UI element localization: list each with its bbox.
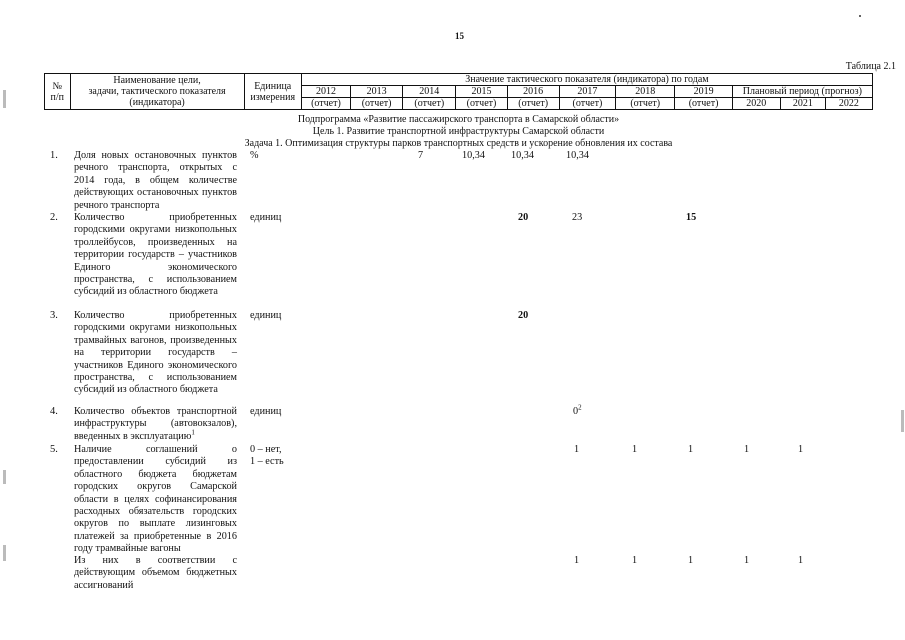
value-2016: 20 — [518, 212, 529, 223]
header-year: 2012 — [301, 86, 350, 98]
header-plan-year: 2020 — [732, 98, 780, 110]
value-2018: 1 — [632, 555, 638, 566]
footnote-mark: 2 — [578, 403, 582, 412]
value-2017: $0^2$ — [573, 403, 582, 417]
row-unit: % — [250, 150, 259, 161]
value-2017: 10,34 — [566, 150, 589, 161]
header-report: (отчет) — [456, 98, 507, 110]
header-values-title: Значение тактического показателя (индикатора) по годам — [301, 74, 872, 86]
scan-margin-mark — [901, 410, 904, 432]
header-report: (отчет) — [351, 98, 403, 110]
value-2019: 15 — [686, 212, 697, 223]
scan-margin-mark — [3, 545, 6, 561]
row-indicator-name: Наличие соглашений о предоставлении субсидий из областного бюджета бюджетам городских округов Самарской области в целях софинансирования расходных обязательств городских округов по выплате лизинговых платежей за приобретенные в 2016 году трамвайные вагоны — [74, 444, 237, 555]
row-unit: 0 – нет, 1 – есть — [250, 444, 284, 467]
header-unit: Единица измерения — [244, 74, 301, 110]
scan-margin-mark — [3, 470, 6, 484]
task-title: Задача 1. Оптимизация структуры парков транспортных средств и ускорение обновления их состава — [244, 138, 673, 149]
row-indicator-name: Количество объектов транспортной инфраструктуры (автовокзалов), введенных в эксплуатацию$^1$ — [74, 406, 237, 442]
header-report: (отчет) — [675, 98, 732, 110]
value-2014: 7 — [418, 150, 424, 161]
value-2017: 23 — [572, 212, 583, 223]
value-2016: 20 — [518, 310, 529, 321]
header-report: (отчет) — [616, 98, 675, 110]
header-plan-year: 2021 — [780, 98, 825, 110]
header-year: 2014 — [403, 86, 456, 98]
value-2018: 1 — [632, 444, 638, 455]
value-2021: 1 — [798, 444, 804, 455]
header-year: 2016 — [507, 86, 559, 98]
row-number: 1. — [50, 150, 58, 161]
value-2016: 10,34 — [511, 150, 534, 161]
scan-speck — [859, 15, 861, 17]
header-year: 2017 — [559, 86, 615, 98]
row-number: 2. — [50, 212, 58, 223]
header-report: (отчет) — [559, 98, 615, 110]
row-number: 5. — [50, 444, 58, 455]
header-report: (отчет) — [403, 98, 456, 110]
value-2019: 1 — [688, 555, 694, 566]
goal-title: Цель 1. Развитие транспортной инфраструктуры Самарской области — [312, 126, 605, 137]
row-unit: единиц — [250, 212, 282, 223]
page-number: 15 — [455, 31, 464, 41]
table-header — [44, 73, 873, 110]
value-2017: 1 — [574, 555, 580, 566]
footnote-mark: 1 — [191, 428, 195, 437]
row-number: 3. — [50, 310, 58, 321]
row-indicator-name: Из них в соответствии с действующим объемом бюджетных ассигнований — [74, 555, 237, 591]
header-plan-title: Плановый период (прогноз) — [732, 86, 872, 98]
value-2020: 1 — [744, 444, 750, 455]
row-indicator-name: Доля новых остановочных пунктов речного транспорта, открытых с 2014 года, в общем количестве действующих остановочных пунктов речного транспорта — [74, 150, 237, 211]
value-2017: 1 — [574, 444, 580, 455]
row-number: 4. — [50, 406, 58, 417]
value-2020: 1 — [744, 555, 750, 566]
value-2019: 1 — [688, 444, 694, 455]
row-indicator-name: Количество приобретенных городскими округами низкопольных троллейбусов, произведенных на территории государств – участников Единого экономического пространства, с использованием субсидий из областного бюджета — [74, 212, 237, 298]
value-2015: 10,34 — [462, 150, 485, 161]
header-year: 2018 — [616, 86, 675, 98]
table-label: Таблица 2.1 — [845, 61, 896, 72]
row-unit: единиц — [250, 406, 282, 417]
header-report: (отчет) — [301, 98, 350, 110]
header-num: № п/п — [45, 74, 71, 110]
subprogram-title: Подпрограмма «Развитие пассажирского транспорта в Самарской области» — [297, 114, 620, 125]
header-year: 2019 — [675, 86, 732, 98]
header-year: 2015 — [456, 86, 507, 98]
row-indicator-name: Количество приобретенных городскими округами низкопольных трамвайных вагонов, произведенных на территории государств – участников Единого экономического пространства, с использованием субсидий из областного бюджета — [74, 310, 237, 396]
header-report: (отчет) — [507, 98, 559, 110]
row-unit: единиц — [250, 310, 282, 321]
scan-margin-mark — [3, 90, 6, 108]
header-year: 2013 — [351, 86, 403, 98]
header-name: Наименование цели, задачи, тактического показателя (индикатора) — [70, 74, 244, 110]
header-plan-year: 2022 — [825, 98, 872, 110]
value-2021: 1 — [798, 555, 804, 566]
